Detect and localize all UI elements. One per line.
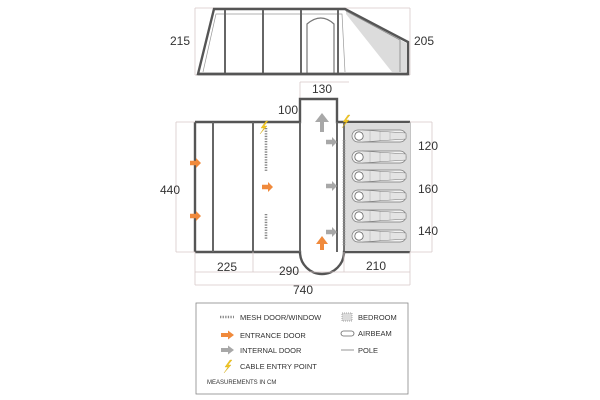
floor-plan — [176, 82, 432, 285]
internal-arrow-icon — [326, 181, 337, 191]
internal-arrow-icon — [326, 137, 337, 147]
dim-front-height-right: 205 — [414, 34, 435, 48]
dim-middle-section: 290 — [279, 264, 300, 278]
dim-bedroom-2: 160 — [418, 182, 439, 196]
legend — [196, 303, 408, 394]
legend-bedroom: BEDROOM — [358, 313, 397, 322]
legend-pole: POLE — [358, 346, 379, 355]
dim-porch-width: 130 — [312, 82, 333, 96]
legend-cable: CABLE ENTRY POINT — [240, 362, 317, 371]
internal-arrow-icon — [315, 113, 329, 132]
sleeping-bag-icon — [352, 170, 406, 182]
bedroom-swatch — [342, 313, 352, 321]
legend-entrance: ENTRANCE DOOR — [240, 331, 306, 340]
sleeping-bag-icon — [352, 190, 406, 202]
dim-left-section: 225 — [217, 260, 238, 274]
front-elevation — [195, 8, 410, 75]
dim-porch-depth: 100 — [278, 103, 299, 117]
sleeping-bag-icon — [352, 130, 406, 142]
dim-bedroom-1: 120 — [418, 139, 439, 153]
airbeam-swatch — [341, 331, 354, 336]
legend-mesh: MESH DOOR/WINDOW — [240, 313, 322, 322]
legend-internal: INTERNAL DOOR — [240, 346, 302, 355]
legend-airbeam: AIRBEAM — [358, 329, 392, 338]
dim-front-height-left: 215 — [170, 34, 191, 48]
dim-total-depth: 440 — [160, 183, 181, 197]
sleeping-bag-icon — [352, 151, 406, 163]
sleeping-bag-icon — [352, 230, 406, 242]
sleeping-bag-icon — [352, 210, 406, 222]
legend-note: MEASUREMENTS IN CM — [207, 380, 277, 386]
entrance-arrow-icon — [316, 236, 328, 250]
entrance-arrow-icon — [262, 182, 273, 192]
dim-bedroom-section: 210 — [366, 259, 387, 273]
dim-total-length: 740 — [293, 283, 314, 297]
internal-arrow-icon — [326, 227, 337, 237]
dim-bedroom-3: 140 — [418, 224, 439, 238]
